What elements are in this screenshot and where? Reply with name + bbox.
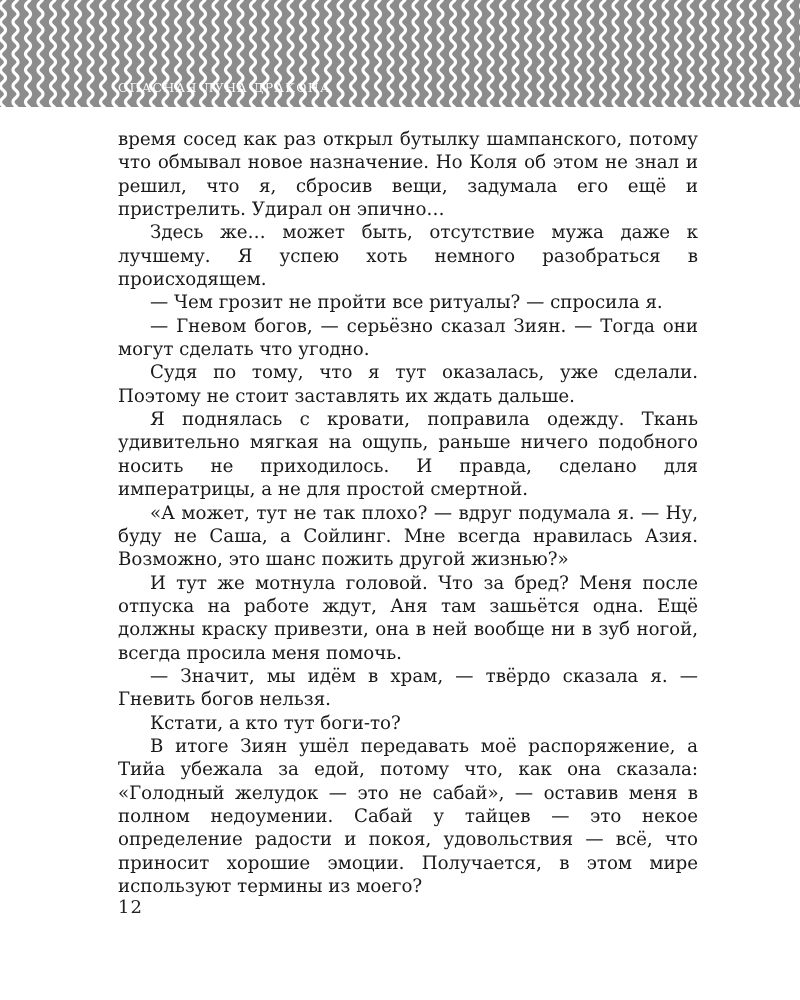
wave-line (401, 0, 406, 107)
wave-line (1, 0, 6, 107)
wave-line (738, 0, 743, 107)
wave-line (476, 0, 481, 107)
wave-line (513, 0, 518, 107)
wave-line (388, 0, 393, 107)
wave-line (63, 0, 68, 107)
wave-line (688, 0, 693, 107)
wave-line (351, 0, 356, 107)
wave-line (538, 0, 543, 107)
wave-line (788, 0, 793, 107)
wave-line (651, 0, 656, 107)
body-text (118, 128, 698, 898)
paragraph: Я поднялась с кровати, поправила одежду. Ткань удивительно мягкая на ощупь, раньше ничего подобного носить не приходилось. И правда, сделано для императрицы, а не для простой смертной. (118, 409, 698, 501)
wave-line (76, 0, 81, 107)
paragraph: «А может, тут не так плохо? — вдруг подумала я. — Ну, буду не Саша, а Сойлинг. Мне всегда нравилась Азия. Возможно, это шанс пожить другой жизнью?» (118, 502, 698, 571)
paragraph: время сосед как раз открыл бутылку шампанского, потому что обмывал новое назначение. Но Коля об этом не знал и решил, что я, сбросив вещи, задумала его ещё и пристрелить. Удирал он эпично… (118, 129, 698, 221)
wave-line (51, 0, 56, 107)
wave-line (38, 0, 43, 107)
wave-line (601, 0, 606, 107)
paragraph: И тут же мотнула головой. Что за бред? Меня после отпуска на работе ждут, Аня там зашьётся одна. Ещё должны краску привезти, она в ней вообще ни в зуб ногой, всегда просила меня помочь. (118, 572, 698, 664)
page-number: 12 (118, 897, 143, 918)
wave-line (526, 0, 531, 107)
wave-line (88, 0, 93, 107)
wave-line (26, 0, 31, 107)
wave-line (438, 0, 443, 107)
wave-line (501, 0, 506, 107)
wave-line (588, 0, 593, 107)
wave-line (626, 0, 631, 107)
wave-line (101, 0, 106, 107)
wave-line (551, 0, 556, 107)
wave-line (763, 0, 768, 107)
wave-line (713, 0, 718, 107)
paragraph: — Гневом богов, — серьёзно сказал Зиян. — Тогда они могут сделать что угодно. (118, 315, 698, 361)
wave-line (338, 0, 343, 107)
wave-line (776, 0, 781, 107)
paragraph: В итоге Зиян ушёл передавать моё распоряжение, а Тийа убежала за едой, потому что, как она сказала: «Голодный желудок — это не сабай», — оставив меня в полном недоумении. Сабай у тайцев — это некое определение радости и покоя, удовольствия — всё, что приносит хорошие эмоции. Получается, в этом мире используют термины из моего? (118, 735, 698, 897)
wave-line (13, 0, 18, 107)
paragraph: Кстати, а кто тут боги-то? (150, 712, 401, 734)
wave-line (701, 0, 706, 107)
wave-line (376, 0, 381, 107)
wave-line (451, 0, 456, 107)
paragraph: Судя по тому, что я тут оказалась, уже сделали. Поэтому не стоит заставлять их ждать дальше. (118, 362, 698, 407)
paragraph: — Значит, мы идём в храм, — твёрдо сказала я. — Гневить богов нельзя. (118, 665, 698, 711)
wave-line (638, 0, 643, 107)
wave-line (663, 0, 668, 107)
wave-line (751, 0, 756, 107)
wave-line (676, 0, 681, 107)
paragraph: — Чем грозит не пройти все ритуалы? — спросила я. (150, 292, 663, 314)
wave-line (726, 0, 731, 107)
wave-line (563, 0, 568, 107)
wave-line (426, 0, 431, 107)
wave-line (613, 0, 618, 107)
paragraph: Здесь же… может быть, отсутствие мужа даже к лучшему. Я успею хоть немного разобраться в происходящем. (118, 222, 698, 291)
wave-line (576, 0, 581, 107)
wave-line (363, 0, 368, 107)
wave-line (413, 0, 418, 107)
wave-line (463, 0, 468, 107)
header-band (0, 0, 800, 107)
running-title: ОПАСНАЯ ЛУНА ДРАКОНА (118, 80, 331, 95)
wave-line (488, 0, 493, 107)
